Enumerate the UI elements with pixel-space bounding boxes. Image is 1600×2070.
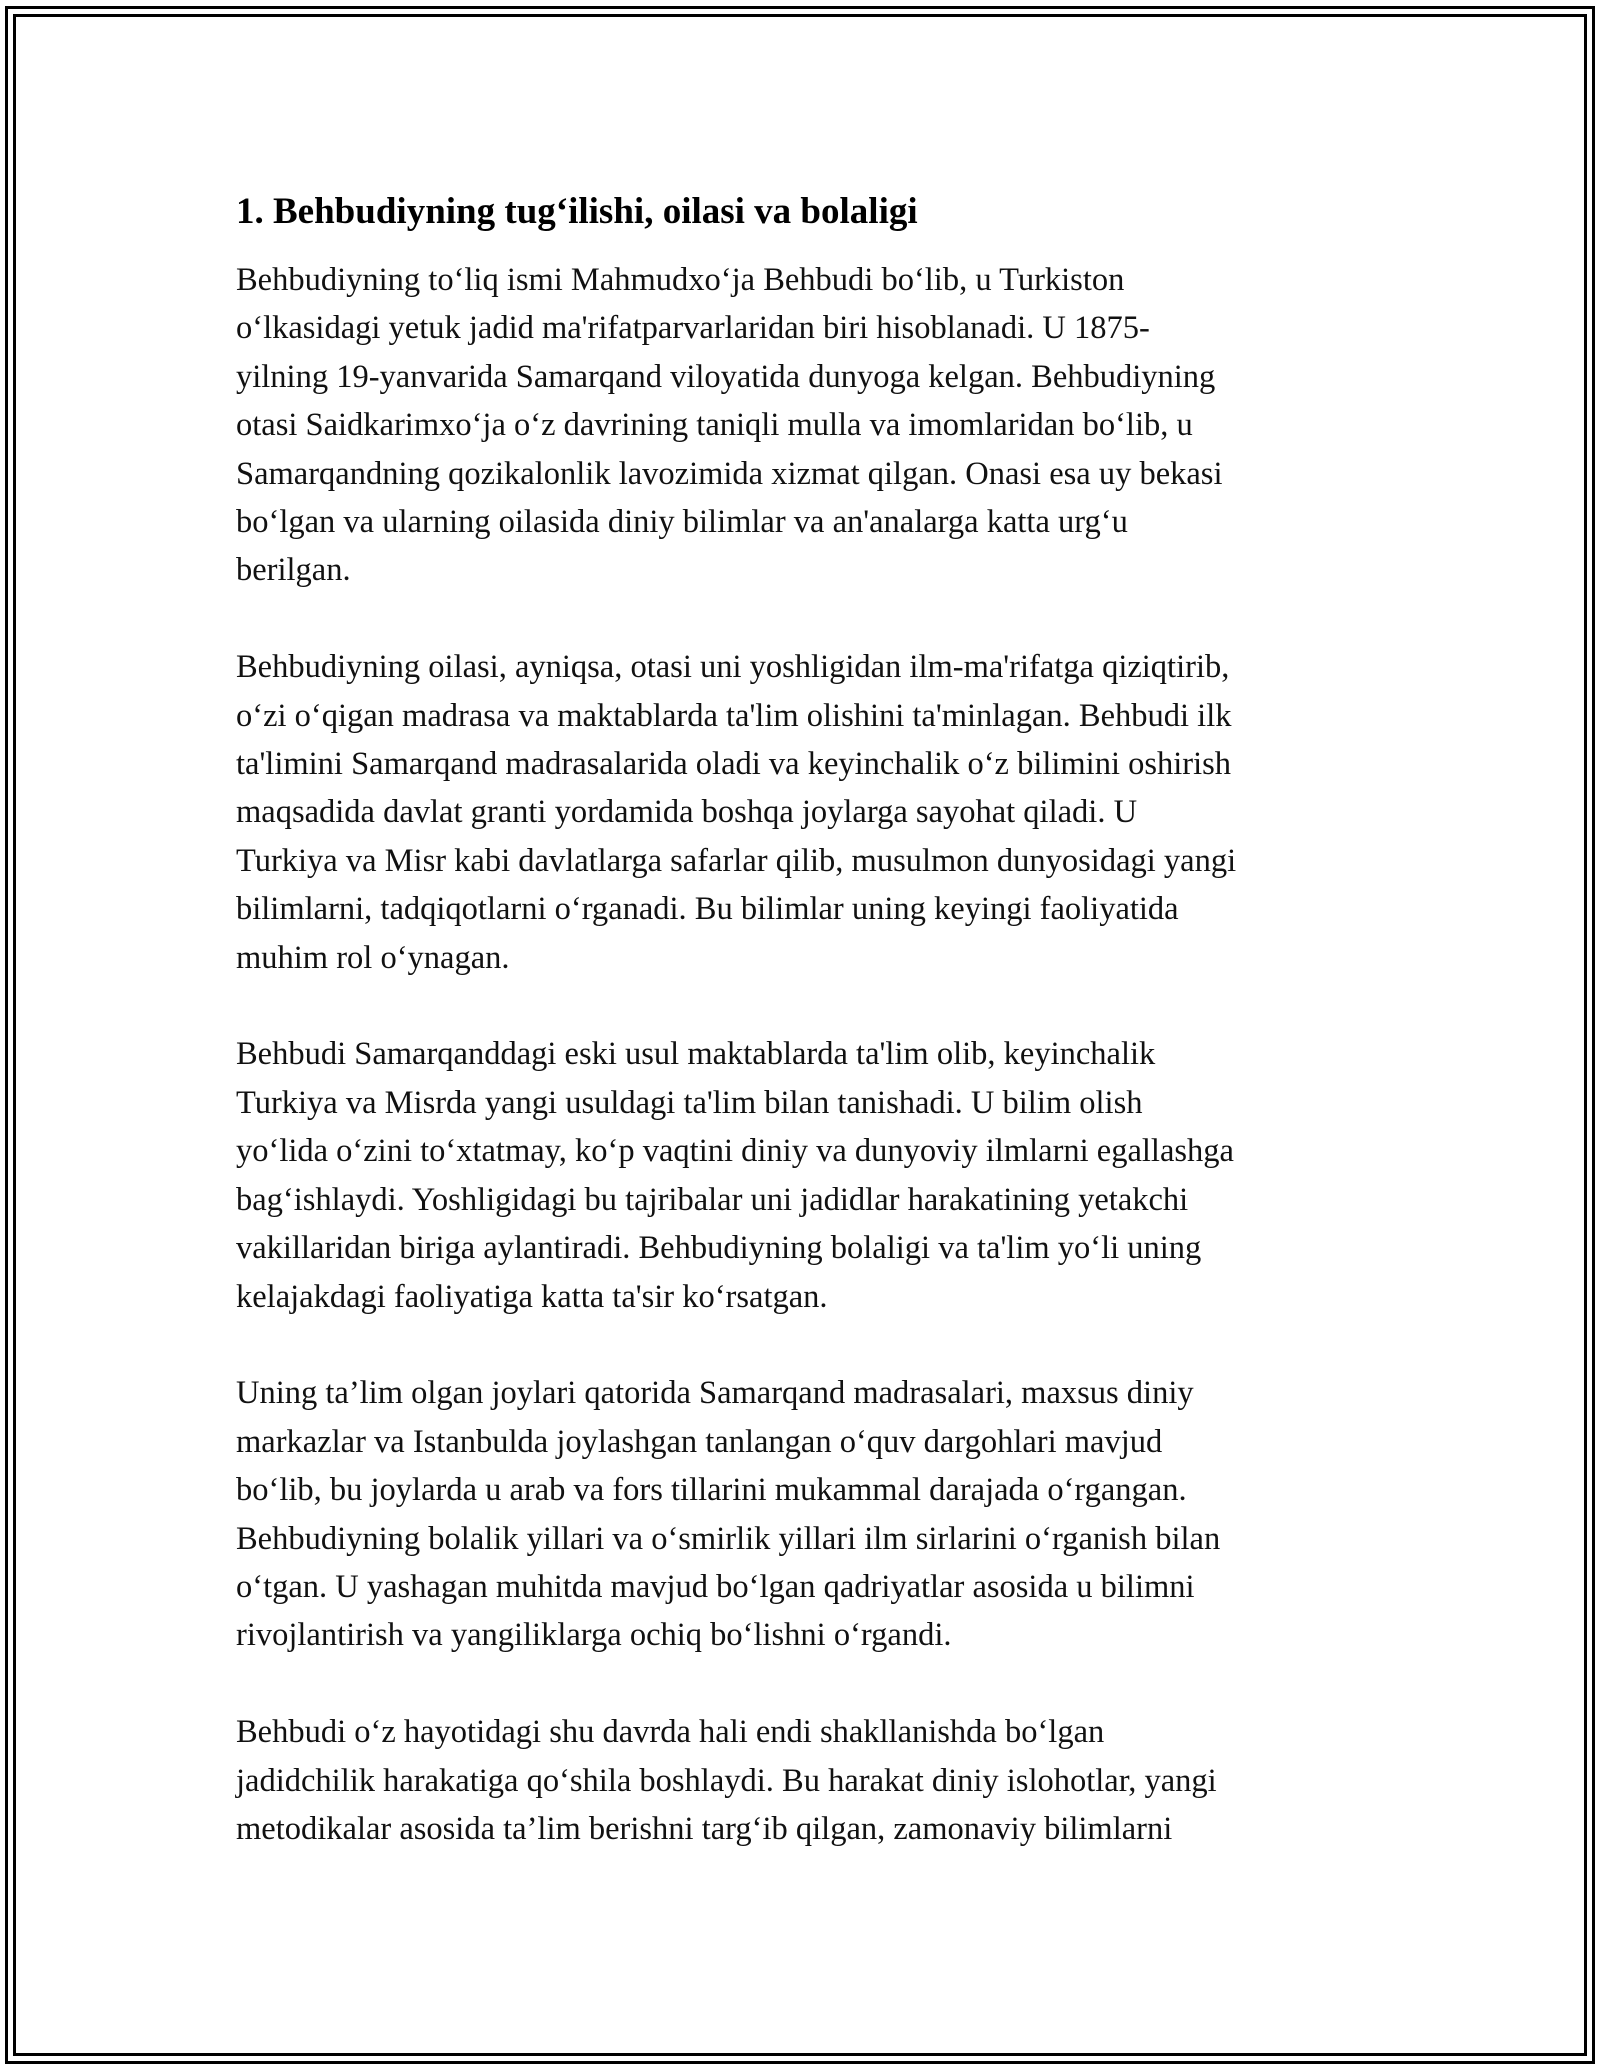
text-line: Behbudiyning bolalik yillari va o‘smirlik yillari ilm sirlarini o‘rganish bilan bbox=[236, 1520, 1221, 1557]
text-line: Turkiya va Misr kabi davlatlarga safarlar qilib, musulmon dunyosidagi yangi bbox=[236, 842, 1237, 879]
text-line: metodikalar asosida ta’lim berishni targ‘ib qilgan, zamonaviy bilimlarni bbox=[236, 1810, 1173, 1847]
text-line: o‘tgan. U yashagan muhitda mavjud bo‘lgan qadriyatlar asosida u bilimni bbox=[236, 1568, 1195, 1605]
text-line: bag‘ishlaydi. Yoshligidagi bu tajribalar uni jadidlar harakatining yetakchi bbox=[236, 1181, 1189, 1218]
paragraph-2 bbox=[236, 643, 1386, 982]
text-line: Behbudiyning oilasi, ayniqsa, otasi uni yoshligidan ilm-ma'rifatga qiziqtirib, bbox=[236, 649, 1230, 686]
text-line: maqsadida davlat granti yordamida boshqa joylarga sayohat qiladi. U bbox=[236, 794, 1138, 831]
text-line: markazlar va Istanbulda joylashgan tanlangan o‘quv dargohlari mavjud bbox=[236, 1423, 1163, 1460]
text-line: bilimlarni, tadqiqotlarni o‘rganadi. Bu bilimlar uning keyingi faoliyatida bbox=[236, 891, 1179, 928]
text-line: kelajakdagi faoliyatiga katta ta'sir ko‘rsatgan. bbox=[236, 1278, 828, 1315]
text-line: o‘zi o‘qigan madrasa va maktablarda ta'lim olishini ta'minlagan. Behbudi ilk bbox=[236, 697, 1232, 734]
text-line: bo‘lib, bu joylarda u arab va fors tillarini mukammal darajada o‘rgangan. bbox=[236, 1472, 1187, 1509]
text-line: Behbudi Samarqanddagi eski usul maktablarda ta'lim olib, keyinchalik bbox=[236, 1036, 1156, 1073]
text-line: yo‘lida o‘zini to‘xtatmay, ko‘p vaqtini diniy va dunyoviy ilmlarni egallashga bbox=[236, 1133, 1234, 1170]
text-line: rivojlantirish va yangiliklarga ochiq bo‘lishni o‘rgandi. bbox=[236, 1617, 952, 1654]
text-line: ta'limini Samarqand madrasalarida oladi va keyinchalik o‘z bilimini oshirish bbox=[236, 746, 1232, 783]
text-line: yilning 19-yanvarida Samarqand viloyatida dunyoga kelgan. Behbudiyning bbox=[236, 358, 1216, 395]
section-heading: 1. Behbudiyning tug‘ilishi, oilasi va bolaligi bbox=[236, 191, 918, 232]
text-line: jadidchilik harakatiga qo‘shila boshlaydi. Bu harakat diniy islohotlar, yangi bbox=[236, 1762, 1217, 1799]
text-line: berilgan. bbox=[236, 552, 351, 589]
text-line: bo‘lgan va ularning oilasida diniy bilimlar va an'analarga katta urg‘u bbox=[236, 504, 1128, 541]
document-body bbox=[236, 186, 1386, 1902]
text-line: Uning ta’lim olgan joylari qatorida Samarqand madrasalari, maxsus diniy bbox=[236, 1375, 1194, 1412]
paragraph-3 bbox=[236, 1030, 1386, 1320]
text-line: Behbudi o‘z hayotidagi shu davrda hali endi shakllanishda bo‘lgan bbox=[236, 1714, 1105, 1751]
text-line: otasi Saidkarimxo‘ja o‘z davrining taniqli mulla va imomlaridan bo‘lib, u bbox=[236, 407, 1193, 444]
paragraph-1 bbox=[236, 256, 1386, 595]
paragraph-4 bbox=[236, 1369, 1386, 1659]
paragraph-5 bbox=[236, 1708, 1386, 1853]
text-line: o‘lkasidagi yetuk jadid ma'rifatparvarlaridan biri hisoblanadi. U 1875- bbox=[236, 310, 1150, 347]
text-line: Behbudiyning to‘liq ismi Mahmudxo‘ja Behbudi bo‘lib, u Turkiston bbox=[236, 262, 1125, 298]
text-line: Samarqandning qozikalonlik lavozimida xizmat qilgan. Onasi esa uy bekasi bbox=[236, 455, 1223, 492]
text-line: Turkiya va Misrda yangi usuldagi ta'lim bilan tanishadi. U bilim olish bbox=[236, 1084, 1143, 1121]
text-line: vakillaridan biriga aylantiradi. Behbudiyning bolaligi va ta'lim yo‘li uning bbox=[236, 1230, 1202, 1267]
text-line: muhim rol o‘ynagan. bbox=[236, 939, 510, 976]
